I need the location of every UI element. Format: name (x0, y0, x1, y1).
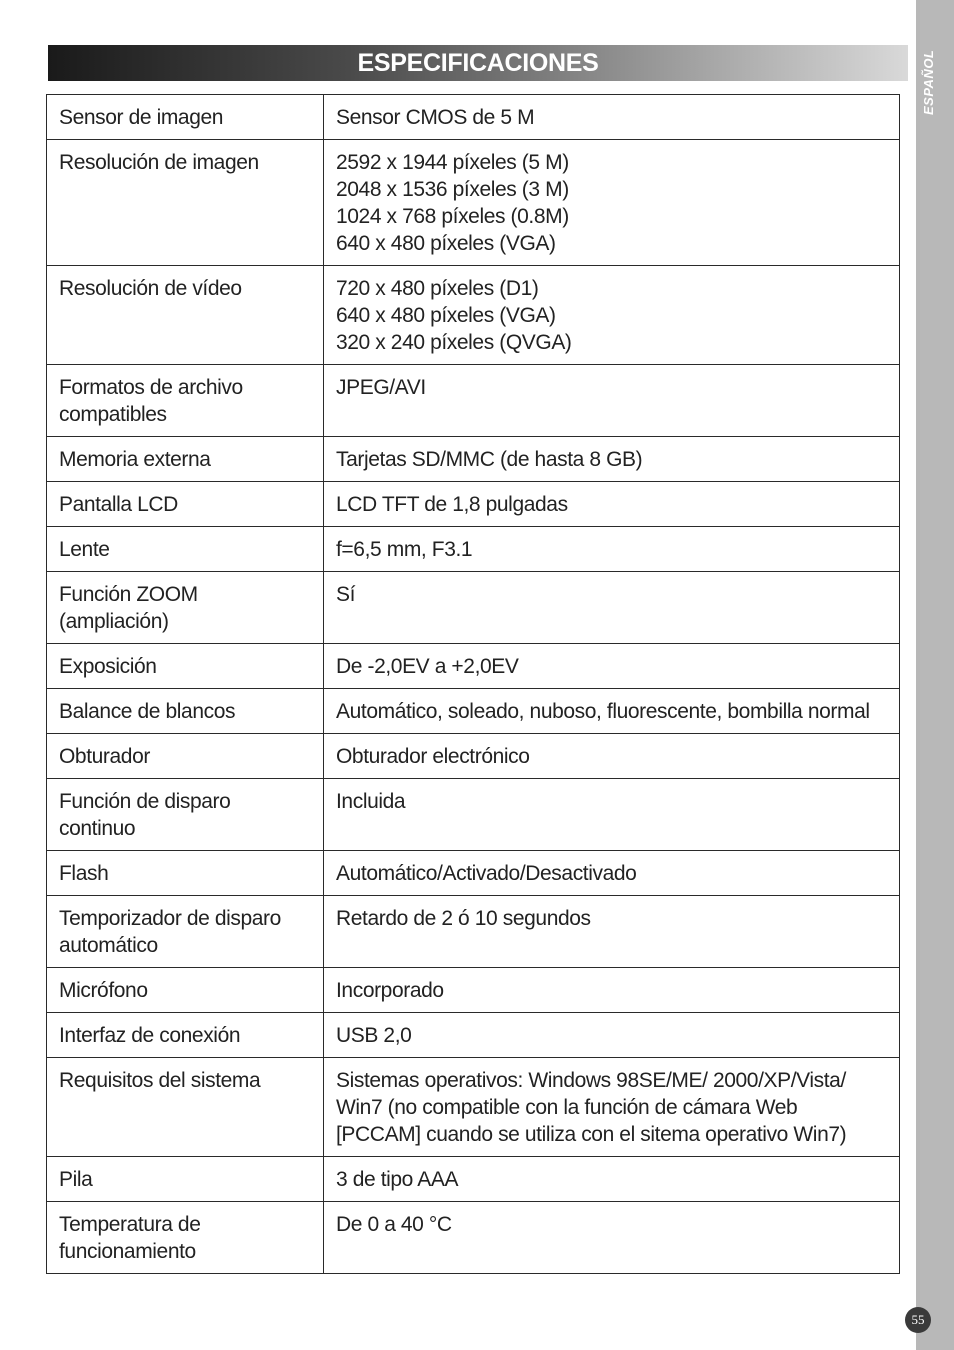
spec-value: Sensor CMOS de 5 M (324, 95, 900, 140)
spec-value: 3 de tipo AAA (324, 1157, 900, 1202)
spec-row (47, 779, 900, 851)
spec-value: Retardo de 2 ó 10 segundos (324, 896, 900, 968)
spec-row (47, 1202, 900, 1274)
spec-row (47, 527, 900, 572)
spec-row (47, 365, 900, 437)
spec-label: Pantalla LCD (47, 482, 324, 527)
spec-value: Incluida (324, 779, 900, 851)
section-header-bar (48, 45, 908, 81)
spec-value: Sí (324, 572, 900, 644)
spec-row (47, 266, 900, 365)
spec-label: Exposición (47, 644, 324, 689)
spec-row (47, 437, 900, 482)
spec-label: Resolución de imagen (47, 140, 324, 266)
page-number: 55 (905, 1307, 931, 1333)
spec-label: Pila (47, 1157, 324, 1202)
spec-label: Temperatura de funcionamiento (47, 1202, 324, 1274)
spec-value: f=6,5 mm, F3.1 (324, 527, 900, 572)
spec-row (47, 968, 900, 1013)
spec-value: Tarjetas SD/MMC (de hasta 8 GB) (324, 437, 900, 482)
spec-row (47, 734, 900, 779)
spec-label: Flash (47, 851, 324, 896)
spec-label: Sensor de imagen (47, 95, 324, 140)
spec-row (47, 140, 900, 266)
spec-value: USB 2,0 (324, 1013, 900, 1058)
spec-row (47, 689, 900, 734)
spec-value: JPEG/AVI (324, 365, 900, 437)
spec-label: Formatos de archivo compatibles (47, 365, 324, 437)
spec-label: Lente (47, 527, 324, 572)
spec-value: LCD TFT de 1,8 pulgadas (324, 482, 900, 527)
spec-value: De 0 a 40 °C (324, 1202, 900, 1274)
section-title: ESPECIFICACIONES (357, 48, 599, 77)
spec-row (47, 95, 900, 140)
spec-label: Función de disparo continuo (47, 779, 324, 851)
spec-label: Obturador (47, 734, 324, 779)
spec-row (47, 1157, 900, 1202)
spec-value: Incorporado (324, 968, 900, 1013)
spec-label: Requisitos del sistema (47, 1058, 324, 1157)
spec-label: Resolución de vídeo (47, 266, 324, 365)
spec-label: Micrófono (47, 968, 324, 1013)
spec-value: 720 x 480 píxeles (D1) 640 x 480 píxeles (VGA) 320 x 240 píxeles (QVGA) (324, 266, 900, 365)
spec-row (47, 1013, 900, 1058)
spec-label: Balance de blancos (47, 689, 324, 734)
spec-row (47, 1058, 900, 1157)
spec-value: Sistemas operativos: Windows 98SE/ME/ 2000/XP/Vista/ Win7 (no compatible con la función de cámara Web [PCCAM] cuando se utiliza con el sitema operativo Win7) (324, 1058, 900, 1157)
spec-row (47, 644, 900, 689)
spec-row (47, 572, 900, 644)
language-label: ESPAÑOL (921, 49, 936, 115)
spec-row (47, 851, 900, 896)
spec-label: Temporizador de disparo automático (47, 896, 324, 968)
spec-row (47, 482, 900, 527)
spec-label: Memoria externa (47, 437, 324, 482)
spec-value: Obturador electrónico (324, 734, 900, 779)
spec-value: De -2,0EV a +2,0EV (324, 644, 900, 689)
spec-value: 2592 x 1944 píxeles (5 M) 2048 x 1536 píxeles (3 M) 1024 x 768 píxeles (0.8M) 640 x 480 píxeles (VGA) (324, 140, 900, 266)
specifications-table (46, 94, 900, 1274)
spec-value: Automático, soleado, nuboso, fluorescente, bombilla normal (324, 689, 900, 734)
language-side-strip (916, 0, 954, 1350)
spec-label: Interfaz de conexión (47, 1013, 324, 1058)
spec-row (47, 896, 900, 968)
spec-label: Función ZOOM (ampliación) (47, 572, 324, 644)
spec-value: Automático/Activado/Desactivado (324, 851, 900, 896)
